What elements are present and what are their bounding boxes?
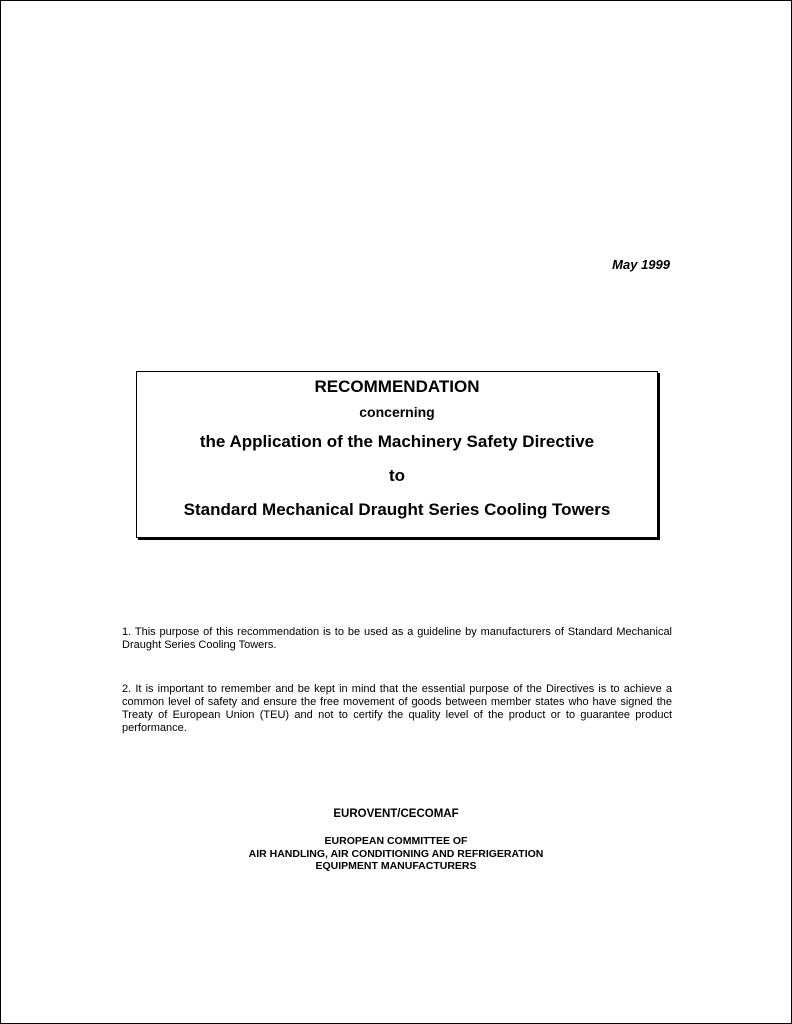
organization-line-3: EQUIPMENT MANUFACTURERS xyxy=(315,860,477,872)
document-date: May 1999 xyxy=(612,257,670,272)
organization-line-1: EUROPEAN COMMITTEE OF xyxy=(324,835,468,847)
title-line-1: the Application of the Machinery Safety Directive xyxy=(199,432,595,451)
paragraph-1: 1. This purpose of this recommendation is to be used as a guideline by manufacturers of Standard Mechanical Draught Series Cooling Towers. xyxy=(122,626,672,651)
title-box xyxy=(136,371,658,538)
organization-full-name xyxy=(1,835,791,873)
title-heading: RECOMMENDATION xyxy=(314,377,480,396)
title-line-2: Standard Mechanical Draught Series Cooling Towers xyxy=(183,500,611,519)
title-concerning: concerning xyxy=(359,404,435,420)
title-to: to xyxy=(388,466,406,485)
organization-name: EUROVENT/CECOMAF xyxy=(333,808,459,820)
organization-line-2: AIR HANDLING, AIR CONDITIONING AND REFRIGERATION xyxy=(248,847,544,860)
paragraph-2: 2. It is important to remember and be kept in mind that the essential purpose of the Directives is to achieve a common level of safety and ensure the free movement of goods between member states who have signed the Treaty of European Union (TEU) and not to certify the quality level of the product or to guarantee product performance. xyxy=(122,683,672,734)
